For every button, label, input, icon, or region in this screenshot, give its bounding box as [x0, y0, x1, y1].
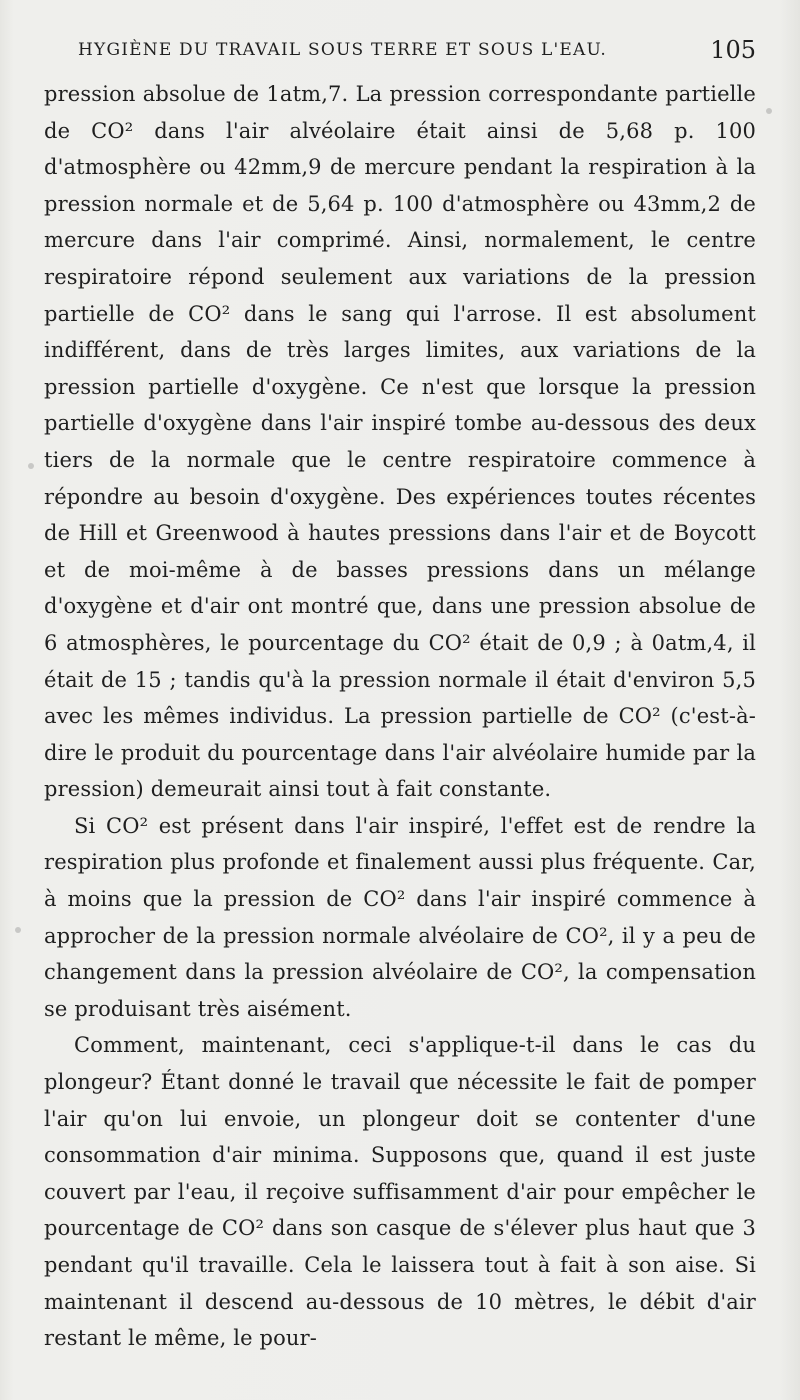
- paragraph-1: pression absolue de 1atm,7. La pression correspondante partielle de CO² dans l'air alvéolaire était ainsi de 5,68 p. 100 d'atmosphère ou 42mm,9 de mercure pendant la respiration à la pression normale et de 5,64 p. 100 d'atmosphère ou 43mm,2 de mercure dans l'air comprimé. Ainsi, normalement, le centre respiratoire répond seulement aux variations de la pression partielle de CO² dans le sang qui l'arrose. Il est absolument indifférent, dans de très larges limites, aux variations de la pression partielle d'oxygène. Ce n'est que lorsque la pression partielle d'oxygène dans l'air inspiré tombe au-dessous des deux tiers de la normale que le centre respiratoire commence à répondre au besoin d'oxygène. Des expériences toutes récentes de Hill et Greenwood à hautes pressions dans l'air et de Boycott et de moi-même à de basses pressions dans un mélange d'oxygène et d'air ont montré que, dans une pression absolue de 6 atmosphères, le pourcentage du CO² était de 0,9 ; à 0atm,4, il était de 15 ; tandis qu'à la pression normale il était d'environ 5,5 avec les mêmes individus. La pression partielle de CO² (c'est-à-dire le produit du pourcentage dans l'air alvéolaire humide par la pression) demeurait ainsi tout à fait constante.: [44, 82, 756, 802]
- scan-speck: [766, 108, 772, 114]
- scan-speck: [28, 463, 34, 469]
- page-header: [44, 36, 756, 76]
- paragraph-2: Si CO² est présent dans l'air inspiré, l'effet est de rendre la respiration plus profonde et finalement aussi plus fréquente. Car, à moins que la pression de CO² dans l'air inspiré commence à approcher de la pression normale alvéolaire de CO², il y a peu de changement dans la pression alvéolaire de CO², la compensation se produisant très aisément.: [44, 813, 756, 1021]
- page-number: 105: [710, 36, 756, 64]
- paragraph-3: Comment, maintenant, ceci s'applique-t-il dans le cas du plongeur? Étant donné le travail que nécessite le fait de pomper l'air qu'on lui envoie, un plongeur doit se contenter d'une consommation d'air minima. Supposons que, quand il est juste couvert par l'eau, il reçoive suffisamment d'air pour empêcher le pourcentage de CO² dans son casque de s'élever plus haut que 3 pendant qu'il travaille. Cela le laissera tout à fait à son aise. Si maintenant il descend au-dessous de 10 mètres, le débit d'air restant le même, le pour-: [44, 1033, 756, 1351]
- page-body: [44, 76, 756, 1357]
- running-head: HYGIÈNE DU TRAVAIL SOUS TERRE ET SOUS L'EAU.: [78, 40, 608, 60]
- scan-speck: [15, 927, 21, 933]
